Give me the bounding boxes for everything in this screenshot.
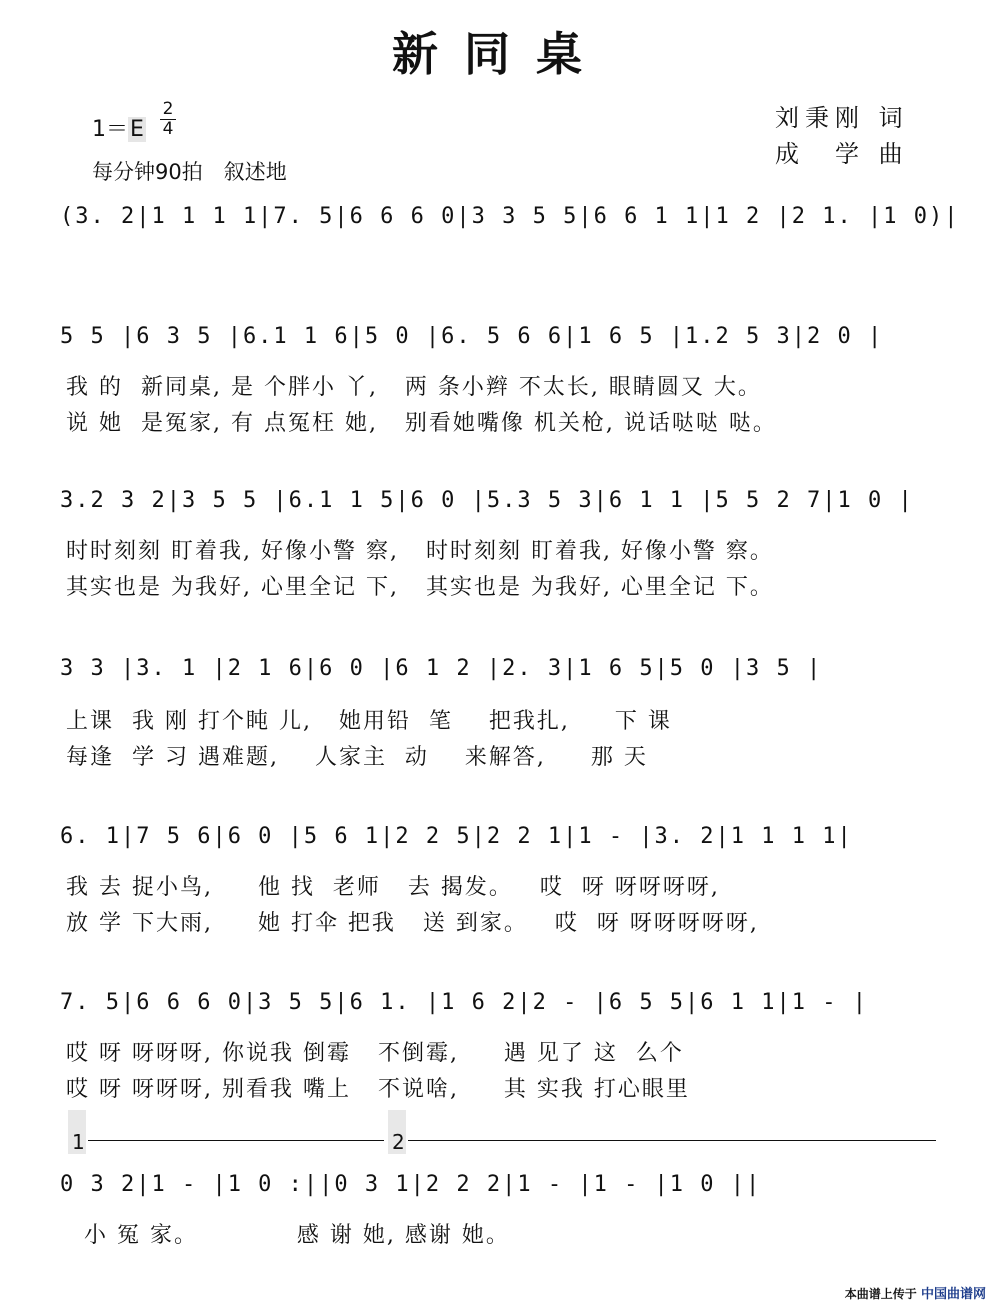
lyric-row-1-verse-2: 说 她 是冤家, 有 点冤枉 她, 别看她嘴像 机关枪, 说话哒哒 哒。 xyxy=(66,411,777,436)
volta-2-number: 2 xyxy=(392,1130,405,1154)
notation-row-intro: (3. 2|1 1 1 1|7. 5|6 6 6 0|3 3 5 5|6 6 1 1|1 2 |2 1. |1 0)| xyxy=(60,204,960,229)
volta-1-number: 1 xyxy=(72,1130,85,1154)
lyric-row-5-verse-1: 哎 呀 呀呀呀, 你说我 倒霉 不倒霉, 遇 见了 这 么个 xyxy=(66,1041,684,1066)
footer-brand[interactable]: 中国曲谱网 xyxy=(920,1287,986,1302)
time-sig-numerator: 2 xyxy=(162,99,174,119)
notation-row-1: 5 5 |6 3 5 |6.1 1 6|5 0 |6. 5 6 6|1 6 5 |1.2 5 3|2 0 | xyxy=(60,324,884,349)
lyric-row-1-verse-1: 我 的 新同桌, 是 个胖小 丫, 两 条小辫 不太长, 眼睛圆又 大。 xyxy=(66,375,762,400)
lyric-row-4-verse-2: 放 学 下大雨, 她 打伞 把我 送 到家。 哎 呀 呀呀呀呀呀, xyxy=(66,911,759,936)
tempo-marking: 每分钟90拍 叙述地 xyxy=(92,160,287,184)
lyric-row-3-verse-1: 上课 我 刚 打个盹 儿, 她用铅 笔 把我扎, 下 课 xyxy=(66,709,672,734)
time-sig-denominator: 4 xyxy=(160,119,176,139)
song-title: 新同桌 xyxy=(392,27,608,81)
lyric-row-2-verse-1: 时时刻刻 盯着我, 好像小警 察, 时时刻刻 盯着我, 好像小警 察。 xyxy=(66,539,774,564)
notation-row-4: 6. 1|7 5 6|6 0 |5 6 1|2 2 5|2 2 1|1 - |3. 2|1 1 1 1| xyxy=(60,824,853,849)
key-note: E xyxy=(130,117,144,142)
volta-1-bracket xyxy=(88,1140,384,1141)
volta-2-bracket xyxy=(408,1140,936,1141)
lyricist-credit: 刘秉刚 词 xyxy=(775,104,909,132)
footer-credit xyxy=(845,1283,986,1302)
lyric-row-4-verse-1: 我 去 捉小鸟, 他 找 老师 去 揭发。 哎 呀 呀呀呀呀, xyxy=(66,875,720,900)
time-signature xyxy=(160,100,176,139)
composer-credit: 成 学 曲 xyxy=(775,140,909,168)
footer-text: 本曲谱上传于 xyxy=(844,1287,917,1301)
lyric-row-5-verse-2: 哎 呀 呀呀呀, 别看我 嘴上 不说啥, 其 实我 打心眼里 xyxy=(66,1077,690,1102)
notation-row-5: 7. 5|6 6 6 0|3 5 5|6 1. |1 6 2|2 - |6 5 5|6 1 1|1 - | xyxy=(60,990,868,1015)
key-signature xyxy=(92,112,146,143)
notation-row-6: 0 3 2|1 - |1 0 :||0 3 1|2 2 2|1 - |1 - |1 0 || xyxy=(60,1172,762,1197)
key-prefix: 1＝ xyxy=(92,117,128,142)
lyric-row-3-verse-2: 每逢 学 习 遇难题, 人家主 动 来解答, 那 天 xyxy=(66,745,648,770)
notation-row-2: 3.2 3 2|3 5 5 |6.1 1 5|6 0 |5.3 5 3|6 1 1 |5 5 2 7|1 0 | xyxy=(60,488,914,513)
lyric-row-2-verse-2: 其实也是 为我好, 心里全记 下, 其实也是 为我好, 心里全记 下。 xyxy=(66,575,774,600)
notation-row-3: 3 3 |3. 1 |2 1 6|6 0 |6 1 2 |2. 3|1 6 5|5 0 |3 5 | xyxy=(60,656,823,681)
lyric-row-6-verse-1: 小 冤 家。 感 谢 她, 感谢 她。 xyxy=(66,1223,510,1248)
